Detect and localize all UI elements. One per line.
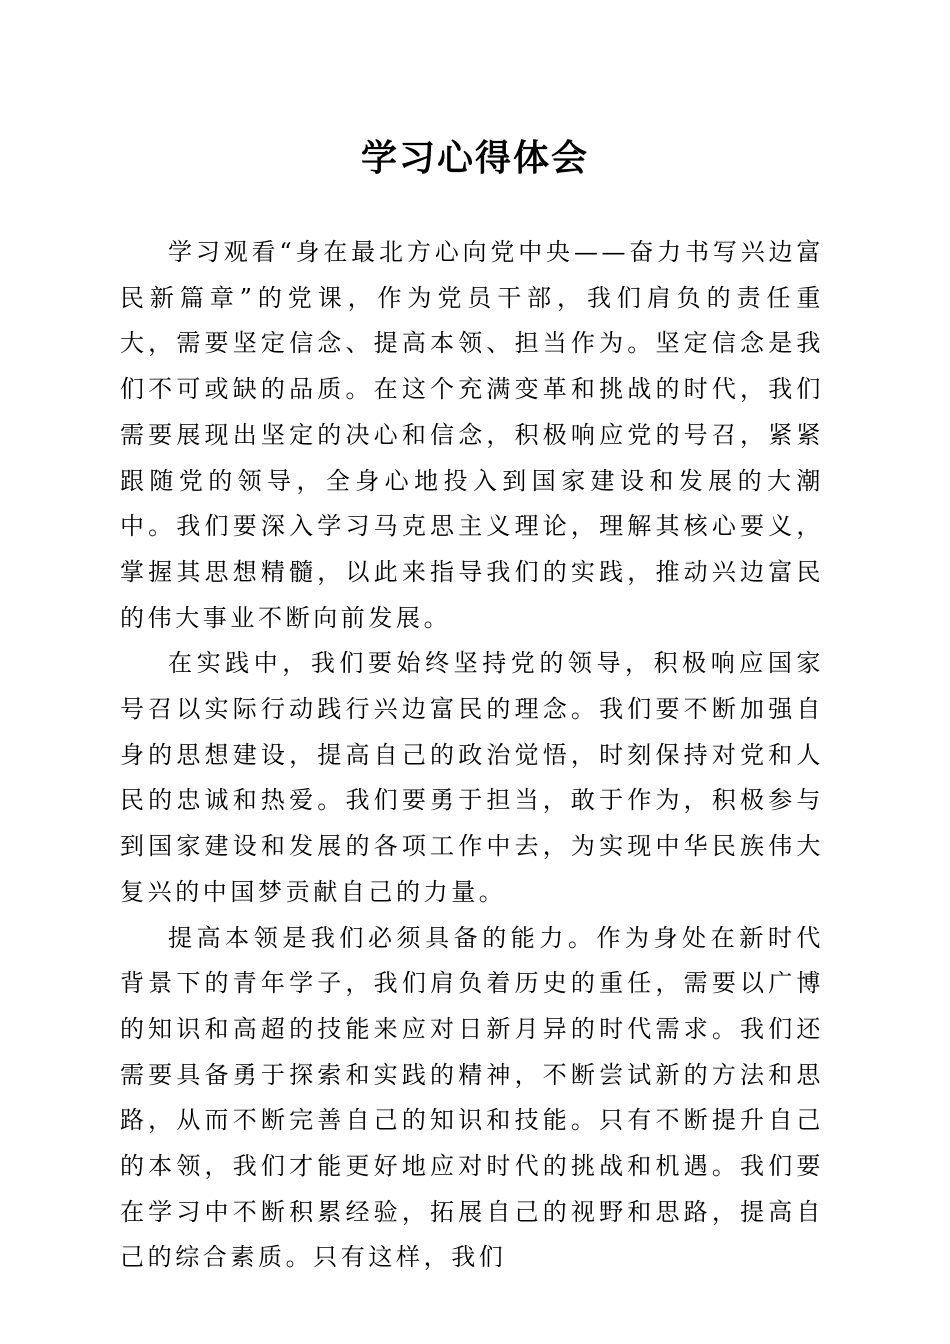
paragraph-2: 在实践中，我们要始终坚持党的领导，积极响应国家号召以实际行动践行兴边富民的理念。我们要不断加强自身的思想建设，提高自己的政治觉悟，时刻保持对党和人民的忠诚和热爱。我们要勇于担当，敢于作为，积极参与到国家建设和发展的各项工作中去，为实现中华民族伟大复兴的中国梦贡献自己的力量。: [120, 649, 824, 906]
paragraph-1: 学习观看“身在最北方心向党中央——奋力书写兴边富民新篇章”的党课，作为党员干部，我们肩负的责任重大，需要坚定信念、提高本领、担当作为。坚定信念是我们不可或缺的品质。在这个充满变革和挑战的时代，我们需要展现出坚定的决心和信念，积极响应党的号召，紧紧跟随党的领导，全身心地投入到国家建设和发展的大潮中。我们要深入学习马克思主义理论，理解其核心要义，掌握其思想精髓，以此来指导我们的实践，推动兴边富民的伟大事业不断向前发展。: [120, 238, 824, 632]
document-body: [120, 230, 824, 1281]
paragraph-3: 提高本领是我们必须具备的能力。作为身处在新时代背景下的青年学子，我们肩负着历史的重任，需要以广博的知识和高超的技能来应对日新月异的时代需求。我们还需要具备勇于探索和实践的精神，不断尝试新的方法和思路，从而不断完善自己的知识和技能。只有不断提升自己的本领，我们才能更好地应对时代的挑战和机遇。我们要在学习中不断积累经验，拓展自己的视野和思路，提高自己的综合素质。只有这样，我们: [120, 923, 824, 1272]
page-title: 学习心得体会: [360, 137, 589, 179]
